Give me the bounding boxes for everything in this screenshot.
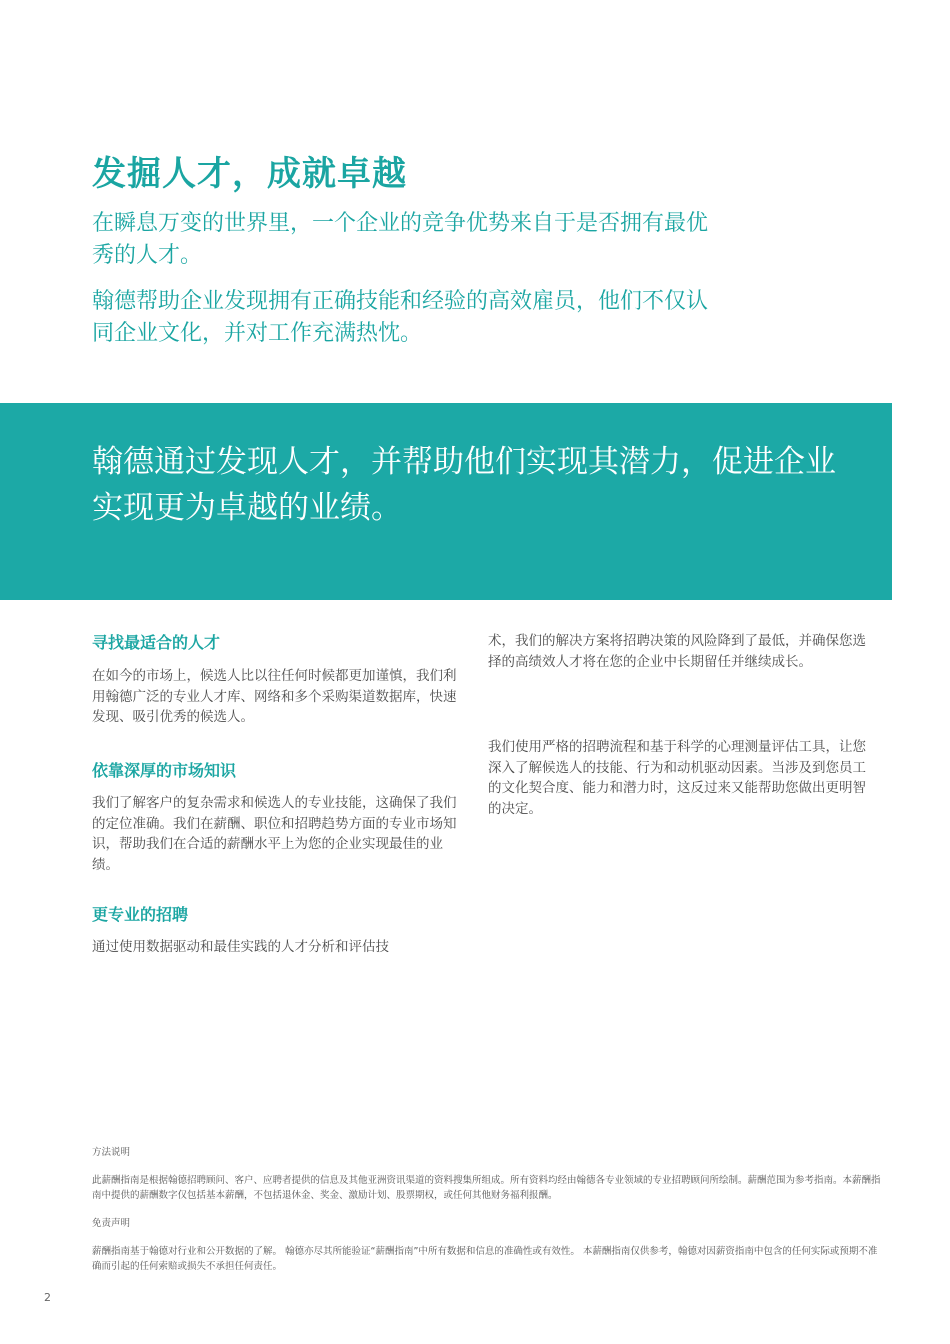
disclaimer-text: 薪酬指南基于翰德对行业和公开数据的了解。 翰德亦尽其所能验证“薪酬指南”中所有数据和信息的准确性或有效性。 本薪酬指南仅供参考，翰德对因薪资指南中包含的任何实际或预期不准确而引起的任何索赔或损失不承担任何责任。 [92,1246,878,1272]
intro-paragraph-2: 翰德帮助企业发现拥有正确技能和经验的高效雇员，他们不仅认同企业文化，并对工作充满热忱。 [92,289,709,346]
section-heading-recruitment: 更专业的招聘 [92,905,189,924]
section-body-market: 我们了解客户的复杂需求和候选人的专业技能，这确保了我们的定位准确。我们在薪酬、职位和招聘趋势方面的专业市场知识，帮助我们在合适的薪酬水平上为您的企业实现最佳的业绩。 [92,795,457,873]
section-heading-market: 依靠深厚的市场知识 [92,761,237,780]
section-body-recruitment: 通过使用数据驱动和最佳实践的人才分析和评估技 [92,939,389,955]
section-heading-talent: 寻找最适合的人才 [92,633,221,652]
highlight-banner [0,403,892,600]
methodology-text: 此薪酬指南是根据翰德招聘顾问、客户、应聘者提供的信息及其他亚洲资讯渠道的资料搜集所组成。所有资料均经由翰德各专业领域的专业招聘顾问所绘制。薪酬范围为参考指南。本薪酬指南中提供的薪酬数字仅包括基本薪酬，不包括退休金、奖金、激励计划、股票期权，或任何其他财务福利报酬。 [92,1175,881,1201]
page-number: 2 [44,1291,51,1304]
disclaimer-label: 免责声明 [92,1218,131,1229]
banner-text: 翰德通过发现人才，并帮助他们实现其潜力，促进企业实现更为卓越的业绩。 [92,444,836,526]
section-body-talent: 在如今的市场上，候选人比以往任何时候都更加谨慎，我们利用翰德广泛的专业人才库、网络和多个采购渠道数据库，快速发现、吸引优秀的候选人。 [92,668,457,725]
column2-paragraph-1: 术，我们的解决方案将招聘决策的风险降到了最低，并确保您选择的高绩效人才将在您的企业中长期留任并继续成长。 [488,633,866,670]
column2-paragraph-2: 我们使用严格的招聘流程和基于科学的心理测量评估工具，让您深入了解候选人的技能、行为和动机驱动因素。当涉及到您员工的文化契合度、能力和潜力时，这反过来又能帮助您做出更明智的决定。 [488,739,866,817]
page-title: 发掘人才，成就卓越 [92,154,407,194]
methodology-label: 方法说明 [92,1147,131,1158]
intro-paragraph-1: 在瞬息万变的世界里，一个企业的竞争优势来自于是否拥有最优秀的人才。 [92,211,709,268]
